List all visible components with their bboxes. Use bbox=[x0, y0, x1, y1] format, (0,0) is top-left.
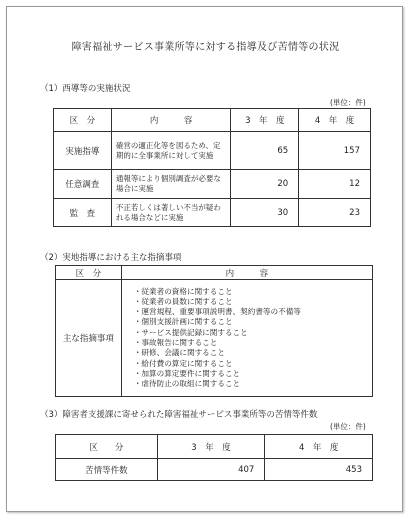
row-year4-value: 157 bbox=[299, 132, 371, 170]
list-item: ・ 給付費の算定に関すること bbox=[134, 359, 368, 369]
table-row bbox=[56, 459, 373, 481]
list-item: ・ 事故報告に関すること bbox=[134, 338, 368, 348]
section-3-unit: (単位：件) bbox=[330, 422, 366, 431]
section-1-heading: （1）西導等の実施状況 bbox=[40, 84, 131, 94]
findings-label: 主な指摘事項 bbox=[56, 280, 122, 397]
table-row bbox=[56, 280, 373, 397]
header-year4: 4 年 度 bbox=[299, 109, 371, 132]
list-item: ・ 運営規程、重要事項説明書、契約書等の不備等 bbox=[134, 307, 368, 317]
guidance-table bbox=[53, 108, 371, 227]
list-item: ・ 従業者の員数に関すること bbox=[134, 297, 368, 307]
table-row bbox=[54, 170, 371, 199]
row-year4-value: 23 bbox=[299, 199, 371, 227]
page-title: 障害福祉サービス事業所等に対する指導及び苦情等の状況 bbox=[71, 42, 340, 53]
table-row bbox=[54, 132, 371, 170]
row-description: 確営の適正化等を図るため、定期的に全事業所に対して実施 bbox=[111, 132, 231, 170]
list-item: ・ サービス提供記録に関すること bbox=[134, 328, 368, 338]
header-category: 区 分 bbox=[54, 109, 112, 132]
table-header-row bbox=[56, 266, 373, 280]
list-item: ・ 個別支援計画に関すること bbox=[134, 317, 368, 327]
list-item: ・ 研修、会議に関すること bbox=[134, 348, 368, 358]
row-label: 任意調査 bbox=[54, 170, 112, 199]
header-category: 区 分 bbox=[56, 266, 122, 280]
list-item: ・ 加算の算定要件に関すること bbox=[134, 369, 368, 379]
header-content: 内 容 bbox=[121, 266, 372, 280]
table-row bbox=[54, 199, 371, 227]
table-header-row bbox=[54, 109, 371, 132]
header-year4: 4 年 度 bbox=[265, 435, 373, 459]
list-item: ・ 従業者の資格に関すること bbox=[134, 287, 368, 297]
section-3-heading: （3）障害者支援課に寄せられた障害福祉サービス事業所等の苦情等件数 bbox=[40, 410, 318, 420]
row-year3-value: 20 bbox=[231, 170, 299, 199]
row-year4-value: 453 bbox=[265, 459, 373, 481]
row-description: 通報等により個別調査が必要な場合に実施 bbox=[111, 170, 231, 199]
row-year3-value: 407 bbox=[157, 459, 265, 481]
row-year3-value: 30 bbox=[231, 199, 299, 227]
list-item: ・ 虐待防止の取組に関すること bbox=[134, 379, 368, 389]
row-label: 苦情等件数 bbox=[56, 459, 158, 481]
row-label: 実施指導 bbox=[54, 132, 112, 170]
findings-list bbox=[126, 287, 368, 390]
findings-list-cell bbox=[121, 280, 372, 397]
complaints-table bbox=[55, 434, 373, 481]
findings-table bbox=[55, 265, 373, 397]
row-description: 不正若しくは著しい不当が疑われる場合などに実施 bbox=[111, 199, 231, 227]
header-year3: 3 年 度 bbox=[157, 435, 265, 459]
row-year4-value: 12 bbox=[299, 170, 371, 199]
header-content: 内 容 bbox=[111, 109, 231, 132]
section-2-heading: （2）実地指導における主な指摘事項 bbox=[40, 253, 182, 263]
header-year3: 3 年 度 bbox=[231, 109, 299, 132]
row-year3-value: 65 bbox=[231, 132, 299, 170]
header-category: 区 分 bbox=[56, 435, 158, 459]
section-1-unit: (単位：件) bbox=[330, 98, 366, 107]
row-label: 監 査 bbox=[54, 199, 112, 227]
table-header-row bbox=[56, 435, 373, 459]
